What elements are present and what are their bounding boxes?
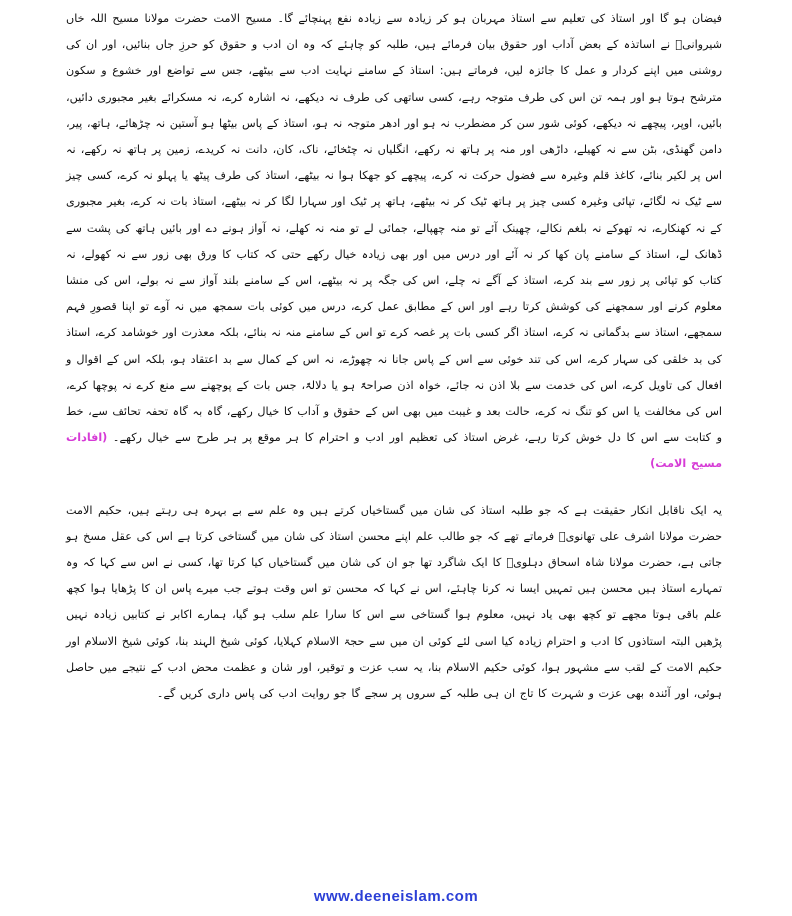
article-body xyxy=(66,6,722,866)
paragraph-disrespect-consequences: یہ ایک ناقابل انکار حقیقت ہے کہ جو طلبہ استاذ کی شان میں گستاخیاں کرتے ہیں وہ علم سے بے بہرہ ہی رہتے ہیں، حکیم الامت حضرت مولانا اشرف علی تھانویؒ فرماتے تھے کہ جو طالب علم اپنے محسن استاذ کی شان میں گستاخی کرتا ہے اس کی عقل مسخ ہو جاتی ہے، حضرت مولانا شاہ اسحاق دہلویؒ کا ایک شاگرد تھا جو ان کی شان میں گستاخیاں کیا کرتا تھا، کسی نے اس سے کہا کہ وہ تمہارے استاذ ہیں محسن ہیں تمہیں ایسا نہ کرنا چاہئے، اس نے کہا کہ محسن تو اس وقت ہوتے جب میرے پاس ان کا پڑھایا ہوا کچھ علم باقی ہوتا مجھے تو کچھ بھی یاد نہیں، معلوم ہوا گستاخی سے اس کا سارا علم سلب ہو گیا، ہمارے اکابر نے کتابیں زیادہ نہیں پڑھیں البتہ استاذوں کا ادب و احترام زیادہ کیا اسی لئے کوئی ان میں سے حجۃ الاسلام کہلایا، کوئی شیخ الہند بنا، کوئی شیخ الاسلام اور حکیم الامت کے لقب سے مشہور ہوا، کوئی حکیم الاسلام بنا، یہ سب عزت و توقیر، اور شان و عظمت محض ادب کے نتیجے میں حاصل ہوئی، اور آئندہ بھی عزت و شہرت کا تاج ان ہی طلبہ کے سروں پر سجے گا جو روایت ادب کی پاس داری کریں گے۔ xyxy=(66,503,722,701)
source-label: (افادات مسیح الامت) xyxy=(66,431,722,471)
paragraph-teacher-etiquette xyxy=(66,6,722,478)
paragraph-1-text: فیضان ہو گا اور استاذ کی تعلیم سے استاذ مہربان ہو کر زیادہ سے زیادہ نفع پہنچائے گا۔ مسیح الامت حضرت مولانا مسیح اللہ خاں شیروانیؒ نے اساتذہ کے بعض آداب اور حقوق بیان فرمائے ہیں، طلبہ کو چاہئے کہ وہ ان ادب و حقوق کو حرزِ جاں بنائیں، اور ان کی روشنی میں اپنے کردار و عمل کا جائزہ لیں، فرماتے ہیں: استاذ کے سامنے نہایت ادب سے بیٹھے، جس سے تواضع اور خشوع و سکون مترشح ہوتا ہو اور ہمہ تن اس کی طرف متوجہ رہے، کسی ساتھی کی طرف نہ دیکھے، نہ اشارہ کرے، نہ مسکرائے بغیر مجبوری دائیں، بائیں، اوپر، پیچھے نہ دیکھے، کوئی شور سن کر مضطرب نہ ہو اور ادھر متوجہ نہ ہو، استاذ کے پاس بیٹھا ہو آستین نہ چڑھائے، ہاتھ، پیر، دامن گھنڈی، بٹن سے نہ کھیلے، داڑھی اور منہ پر ہاتھ نہ رکھے، انگلیاں نہ چٹخائے، ناک، کان، دانت نہ کریدے، زمین پر ہاتھ نہ رکھے، نہ اس پر لکیر بنائے، کاغذ قلم وغیرہ سے فضول حرکت نہ کرے، پیچھے کو جھکا ہوا نہ بیٹھے، استاذ کی طرف پیٹھ یا پہلو نہ کرے، کسی چیز سے ٹیک نہ لگائے، تپائی وغیرہ کسی چیز پر ہاتھ ٹیک کر نہ بیٹھے، ہاتھ پر ٹیک اور سہارا لگا کر نہ بیٹھے، استاذ بات نہ کرے، بغیر مجبوری کے نہ کھنکارے، نہ تھوکے نہ بلغم نکالے، چھینک آئے تو منہ چھپالے، جمائی لے تو منہ نہ کھلے، نہ آواز ہونے دے اور بائیں ہاتھ کی پشت سے ڈھانک لے، استاذ کے سامنے پان کھا کر نہ آئے اور درس میں اور بھی زیادہ خیال رکھے حتی کہ کتاب کا ورق بھی زور سے نہ کھولے، نہ کتاب کو تپائی پر زور سے بند کرے، استاذ کے آگے نہ چلے، اس کی جگہ پر نہ بیٹھے، اس کے سامنے بلند آواز سے نہ بولے، اس کی منشا معلوم کرنے اور سمجھنے کی کوشش کرتا رہے اور اس کے مطابق عمل کرے، درس میں کوئی بات سمجھ میں نہ آوے تو اپنا قصورِ فہم سمجھے، استاذ سے بدگمانی نہ کرے، استاذ اگر کسی بات پر غصہ کرے تو اس کے سامنے منہ نہ بنائے، بلکہ معذرت اور خوشامد کرے، استاذ کی بد خلقی کی سہار کرے، اس کی تند خوئی سے اس کے پاس جانا نہ چھوڑے، نہ اس کے کمال سے بد اعتقاد ہو، بلکہ اس کے اقوال و افعال کی تاویل کرے، اس کی خدمت سے بلا اذن نہ جائے، خواہ اذن صراحۃً ہو یا دلالۃً، جس بات کے پوچھنے سے منع کرے نہ پوچھا کرے، اس کی مخالفت یا اس کو تنگ نہ کرے، حالت بعد و غیبت میں بھی اس کے حقوق و آداب کا خیال رکھے، گاہ بہ گاہ تحفہ تحائف سے، خط و کتابت سے اس کا دل خوش کرتا رہے، غرض استاذ کی تعظیم اور ادب و احترام کا ہر موقع پر ہر طرح سے خیال رکھے۔ xyxy=(66,12,722,445)
website-footer-link[interactable]: www.deeneislam.com xyxy=(313,888,479,905)
